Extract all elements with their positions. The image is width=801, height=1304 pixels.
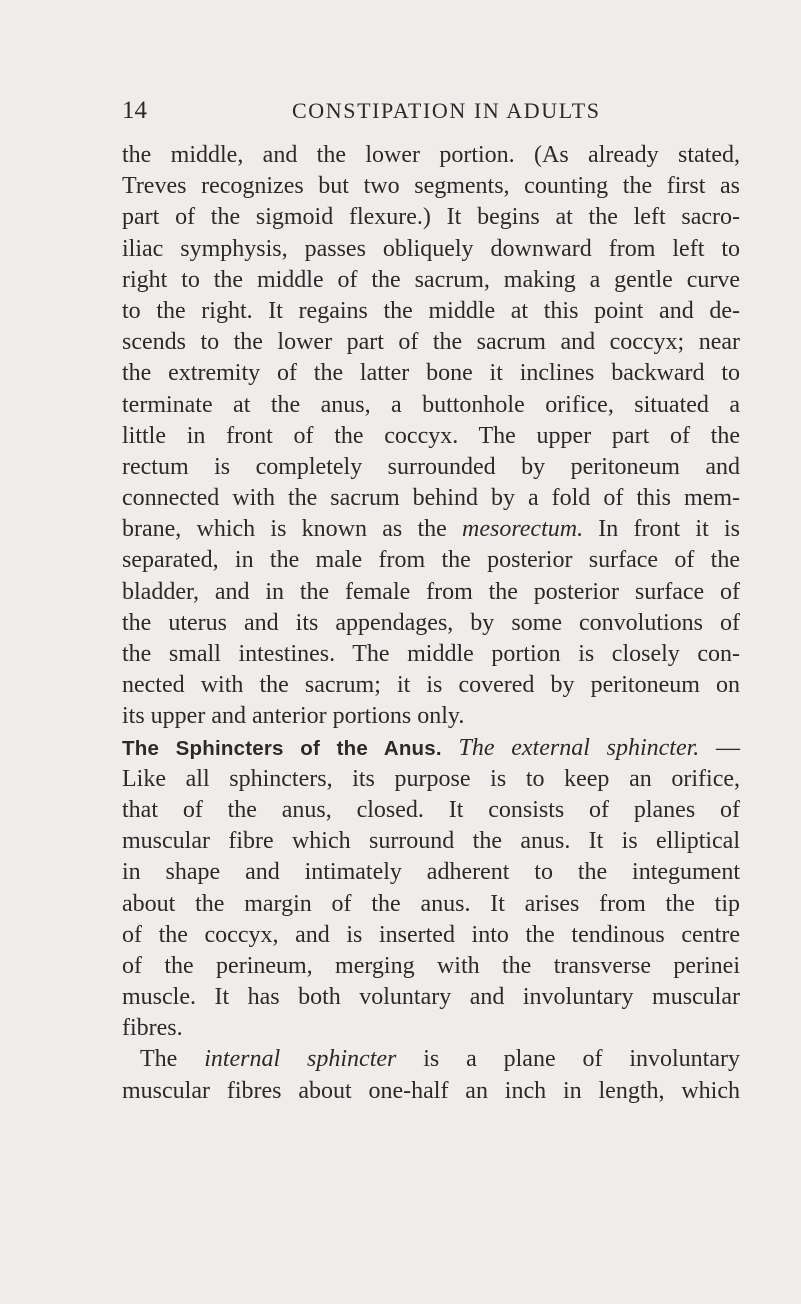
text-line-27: of the perineum, merging with the transverse perinei xyxy=(122,952,740,979)
line-text-after-term: is a plane of involuntary xyxy=(396,1046,740,1073)
text-line-11: rectum is completely surrounded by peritoneum and xyxy=(122,453,740,480)
text-line-4: iliac symphysis, passes obliquely downward from left to xyxy=(122,235,740,262)
text-line-13 xyxy=(122,514,740,545)
line-text-before-term: brane, which is known as the xyxy=(122,516,462,543)
term-mesorectum: mesorectum. xyxy=(462,516,584,543)
subheading-external-sphincter: The external sphincter. xyxy=(458,734,700,761)
text-line-5: right to the middle of the sacrum, making a gentle curve xyxy=(122,266,740,293)
text-line-15: bladder, and in the female from the posterior surface of xyxy=(122,578,740,605)
text-line-25: about the margin of the anus. It arises from the tip xyxy=(122,890,740,917)
text-line-6: to the right. It regains the middle at this point and de- xyxy=(122,297,740,324)
text-line-8: the extremity of the latter bone it inclines backward to xyxy=(122,360,740,387)
text-line-2: Treves recognizes but two segments, counting the first as xyxy=(122,173,740,200)
running-head: CONSTIPATION IN ADULTS xyxy=(292,98,601,123)
line-text-after-term: In front it is xyxy=(583,516,740,543)
body-text xyxy=(122,140,740,1107)
text-line-24: in shape and intimately adherent to the integument xyxy=(122,859,740,886)
text-line-29: fibres. xyxy=(122,1015,183,1042)
text-line-3: part of the sigmoid flexure.) It begins at the left sacro- xyxy=(122,204,740,231)
text-line-18: nected with the sacrum; it is covered by peritoneum on xyxy=(122,672,740,699)
text-line-19: its upper and anterior portions only. xyxy=(122,703,465,730)
text-line-9: terminate at the anus, a buttonhole orifice, situated a xyxy=(122,391,740,418)
text-line-16: the uterus and its appendages, by some convolutions of xyxy=(122,609,740,636)
section-heading: The Sphincters of the Anus. xyxy=(122,736,442,760)
page-header xyxy=(122,96,742,132)
text-line-26: of the coccyx, and is inserted into the tendinous centre xyxy=(122,921,740,948)
text-line-21: Like all sphincters, its purpose is to keep an orifice, xyxy=(122,765,740,792)
heading-space xyxy=(442,735,459,761)
text-line-1: the middle, and the lower portion. (As already stated, xyxy=(122,142,740,168)
page-number: 14 xyxy=(122,97,147,124)
text-line-30 xyxy=(122,1044,740,1075)
text-line-23: muscular fibre which surround the anus. It is elliptical xyxy=(122,828,740,855)
text-line-14: separated, in the male from the posterior surface of the xyxy=(122,547,740,574)
text-line-17: the small intestines. The middle portion is closely con- xyxy=(122,641,740,667)
line-text-before-term: The xyxy=(140,1046,205,1073)
text-line-31: muscular fibres about one-half an inch in length, which xyxy=(122,1077,740,1104)
text-line-22: that of the anus, closed. It consists of planes of xyxy=(122,796,740,823)
text-line-10: little in front of the coccyx. The upper part of the xyxy=(122,422,740,449)
text-line-12: connected with the sacrum behind by a fold of this mem- xyxy=(122,485,740,512)
term-internal-sphincter: internal sphincter xyxy=(204,1046,397,1073)
heading-dash: — xyxy=(699,734,741,761)
section-heading-line xyxy=(122,733,740,764)
text-line-7: scends to the lower part of the sacrum and coccyx; near xyxy=(122,329,740,356)
text-line-28: muscle. It has both voluntary and involuntary muscular xyxy=(122,984,740,1011)
